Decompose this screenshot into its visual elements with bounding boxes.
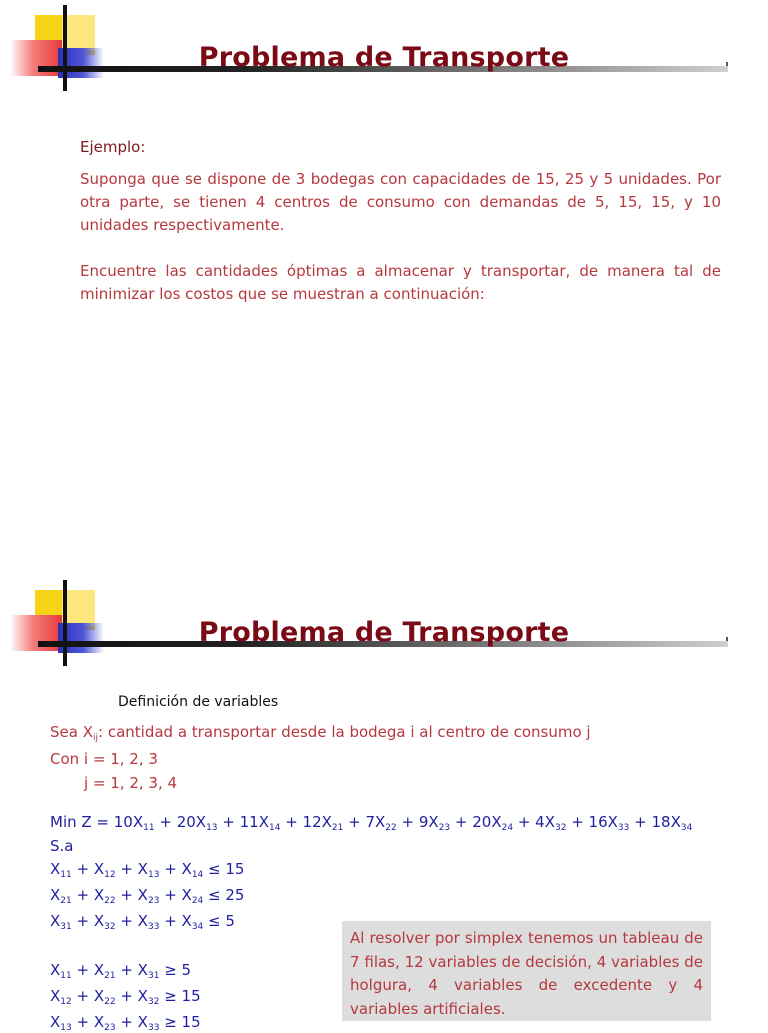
objective-term: + $20X_{24}$: [450, 813, 514, 833]
problem-statement: Suponga que se dispone de 3 bodegas con capacidades de 15, 25 y 5 unidades. Por otra parte, se tienen 4 centros de consumo con demandas de 5, 15, 15, y 10 unidades respectivamente.: [80, 170, 721, 234]
constraint-variable: $X_{21}$: [50, 886, 72, 906]
constraint-variable: + $X_{14}$: [159, 860, 204, 880]
constraint-variable: + $X_{32}$: [71, 912, 116, 932]
objective-prefix: Min Z =: [50, 813, 114, 831]
constraint-variable: $X_{11}$: [50, 860, 72, 880]
constraint-variable: + $X_{22}$: [71, 886, 116, 906]
variable-definition: Sea $X_{ij}$: cantidad a transportar desde la bodega i al centro de consumo j: [50, 723, 591, 743]
constraint-row: [50, 986, 201, 1006]
slide-2: [0, 575, 768, 1033]
slide-title: Problema de Transporte: [198, 617, 570, 648]
constraint-rhs: ≤ 25: [203, 886, 245, 904]
subject-to-label: S.a: [50, 837, 74, 855]
constraint-row: [50, 859, 244, 879]
objective-term: + $11X_{14}$: [217, 813, 281, 833]
constraint-variable: $X_{31}$: [50, 912, 72, 932]
constraint-row: [50, 885, 244, 905]
constraint-rhs: ≥ 15: [159, 1013, 201, 1031]
constraint-rhs: ≤ 15: [203, 860, 245, 878]
constraint-variable: + $X_{24}$: [159, 886, 204, 906]
constraint-variable: + $X_{13}$: [115, 860, 160, 880]
variables-definition-heading: Definición de variables: [118, 694, 279, 710]
constraint-row: [50, 1012, 201, 1032]
constraint-variable: $X_{12}$: [50, 987, 72, 1007]
objective-term: + $20X_{13}$: [154, 813, 218, 833]
constraint-rhs: ≥ 15: [159, 987, 201, 1005]
constraint-variable: + $X_{33}$: [115, 1013, 160, 1033]
constraint-variable: $X_{13}$: [50, 1013, 72, 1033]
constraint-variable: + $X_{21}$: [71, 961, 116, 981]
objective-term: + $4X_{32}$: [513, 813, 567, 833]
objective-term: + $18X_{34}$: [629, 813, 693, 833]
simplex-note-box: Al resolver por simplex tenemos un tableau de 7 filas, 12 variables de decisión, 4 variables de holgura, 4 variables de excedente y 4 variables artificiales.: [342, 921, 711, 1021]
constraint-variable: + $X_{33}$: [115, 912, 160, 932]
objective-term: + $16X_{33}$: [566, 813, 630, 833]
constraint-variable: + $X_{12}$: [71, 860, 116, 880]
constraint-row: [50, 960, 191, 980]
objective-function: [50, 812, 692, 832]
constraint-variable: $X_{11}$: [50, 961, 72, 981]
constraint-variable: + $X_{34}$: [159, 912, 204, 932]
problem-instruction: Encuentre las cantidades óptimas a almacenar y transportar, de manera tal de minimizar los costos que se muestran a continuación:: [80, 262, 721, 303]
objective-term: $10X_{11}$: [113, 813, 155, 833]
constraint-rhs: ≤ 5: [203, 912, 235, 930]
index-j-range: j = 1, 2, 3, 4: [84, 774, 178, 792]
example-label: Ejemplo:: [80, 138, 146, 156]
objective-term: + $7X_{22}$: [343, 813, 397, 833]
index-i-range: Con i = 1, 2, 3: [50, 750, 158, 768]
constraint-variable: + $X_{32}$: [115, 987, 160, 1007]
constraint-row: [50, 911, 235, 931]
constraint-variable: + $X_{22}$: [71, 987, 116, 1007]
constraint-variable: + $X_{23}$: [71, 1013, 116, 1033]
constraint-variable: + $X_{31}$: [115, 961, 160, 981]
objective-term: + $9X_{23}$: [396, 813, 451, 833]
constraint-rhs: ≥ 5: [159, 961, 192, 979]
slide-title: Problema de Transporte: [198, 42, 570, 73]
constraint-variable: + $X_{23}$: [115, 886, 160, 906]
objective-term: + $12X_{21}$: [280, 813, 344, 833]
